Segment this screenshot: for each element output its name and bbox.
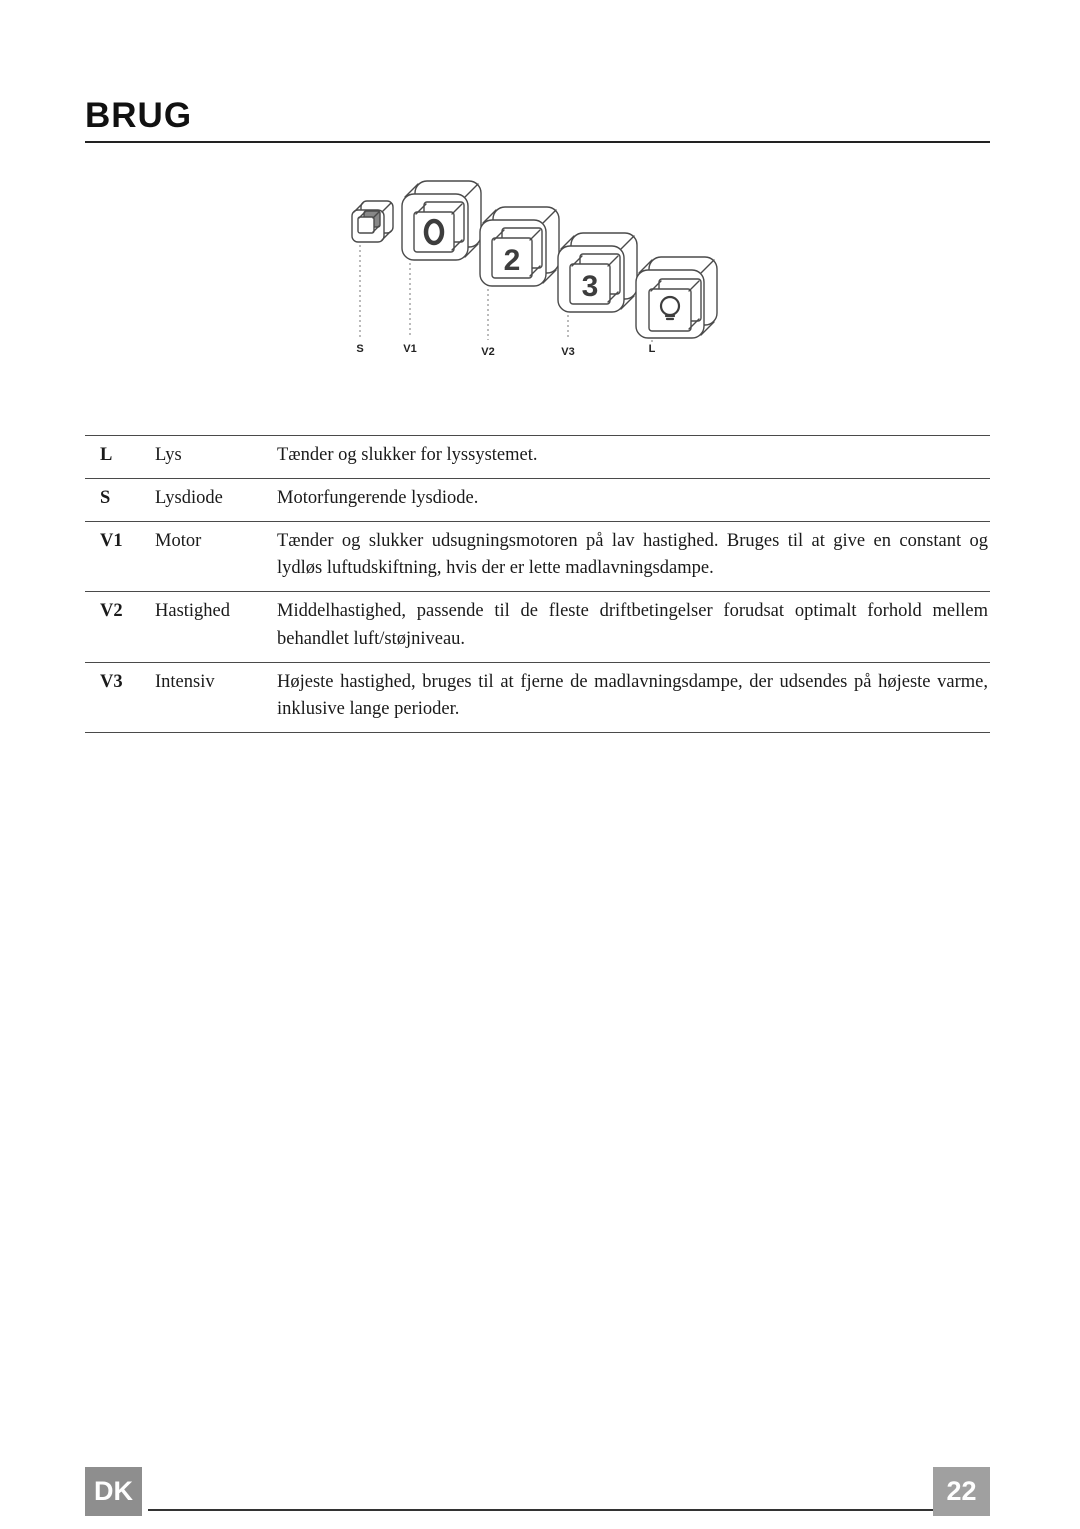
diagram-label-s: S <box>356 343 364 355</box>
button-v3-icon <box>558 233 637 312</box>
diagram-label-v1: V1 <box>403 343 417 355</box>
control-code: S <box>100 487 111 508</box>
button-v1-icon <box>402 181 481 260</box>
diagram-label-l: L <box>648 343 656 355</box>
footer-rule <box>148 1509 933 1511</box>
control-description: Højeste hastighed, bruges til at fjerne de madlavningsdampe, der udsendes på højeste varme, inklusive lange perioder. <box>277 671 988 720</box>
control-name: Intensiv <box>155 671 215 692</box>
control-name: Lys <box>155 445 182 465</box>
page-title: BRUG <box>85 96 193 135</box>
control-description: Tænder og slukker udsugningsmotoren på lav hastighed. Bruges til at give en constant og lydløs luftudskiftning, hvis der er lette madlavningsdampe. <box>277 530 988 579</box>
language-badge: DK <box>85 1467 142 1516</box>
controls-legend-table <box>85 435 990 733</box>
control-description: Middelhastighed, passende til de fleste driftbetingelser forudsat optimalt forhold mellem behandlet luft/støjniveau. <box>277 601 988 649</box>
button-l-icon <box>636 257 717 338</box>
button-v2-icon <box>480 207 559 286</box>
numeral-3-symbol: 3 <box>581 270 599 303</box>
table-row-v2 <box>85 591 990 662</box>
diagram-label-v3: V3 <box>561 346 575 358</box>
table-row-l <box>85 435 990 478</box>
table-row-v1 <box>85 521 990 592</box>
numeral-2-symbol: 2 <box>503 244 521 277</box>
control-code: L <box>100 445 113 465</box>
control-code: V2 <box>100 601 123 621</box>
control-description: Tænder og slukker for lyssystemet. <box>277 445 538 465</box>
control-code: V3 <box>100 671 123 692</box>
control-code: V1 <box>100 530 123 551</box>
control-buttons-diagram <box>340 160 740 370</box>
control-name: Hastighed <box>155 601 231 621</box>
diagram-label-v2: V2 <box>481 346 495 358</box>
title-rule <box>85 141 990 143</box>
control-description: Motorfungerende lysdiode. <box>277 487 479 508</box>
control-buttons-illustration <box>340 160 740 370</box>
page-number-badge: 22 <box>933 1467 990 1516</box>
control-name: Motor <box>155 530 202 551</box>
button-s-led-icon <box>352 201 393 242</box>
table-row-s <box>85 478 990 521</box>
table-row-v3 <box>85 662 990 733</box>
control-name: Lysdiode <box>155 487 223 508</box>
